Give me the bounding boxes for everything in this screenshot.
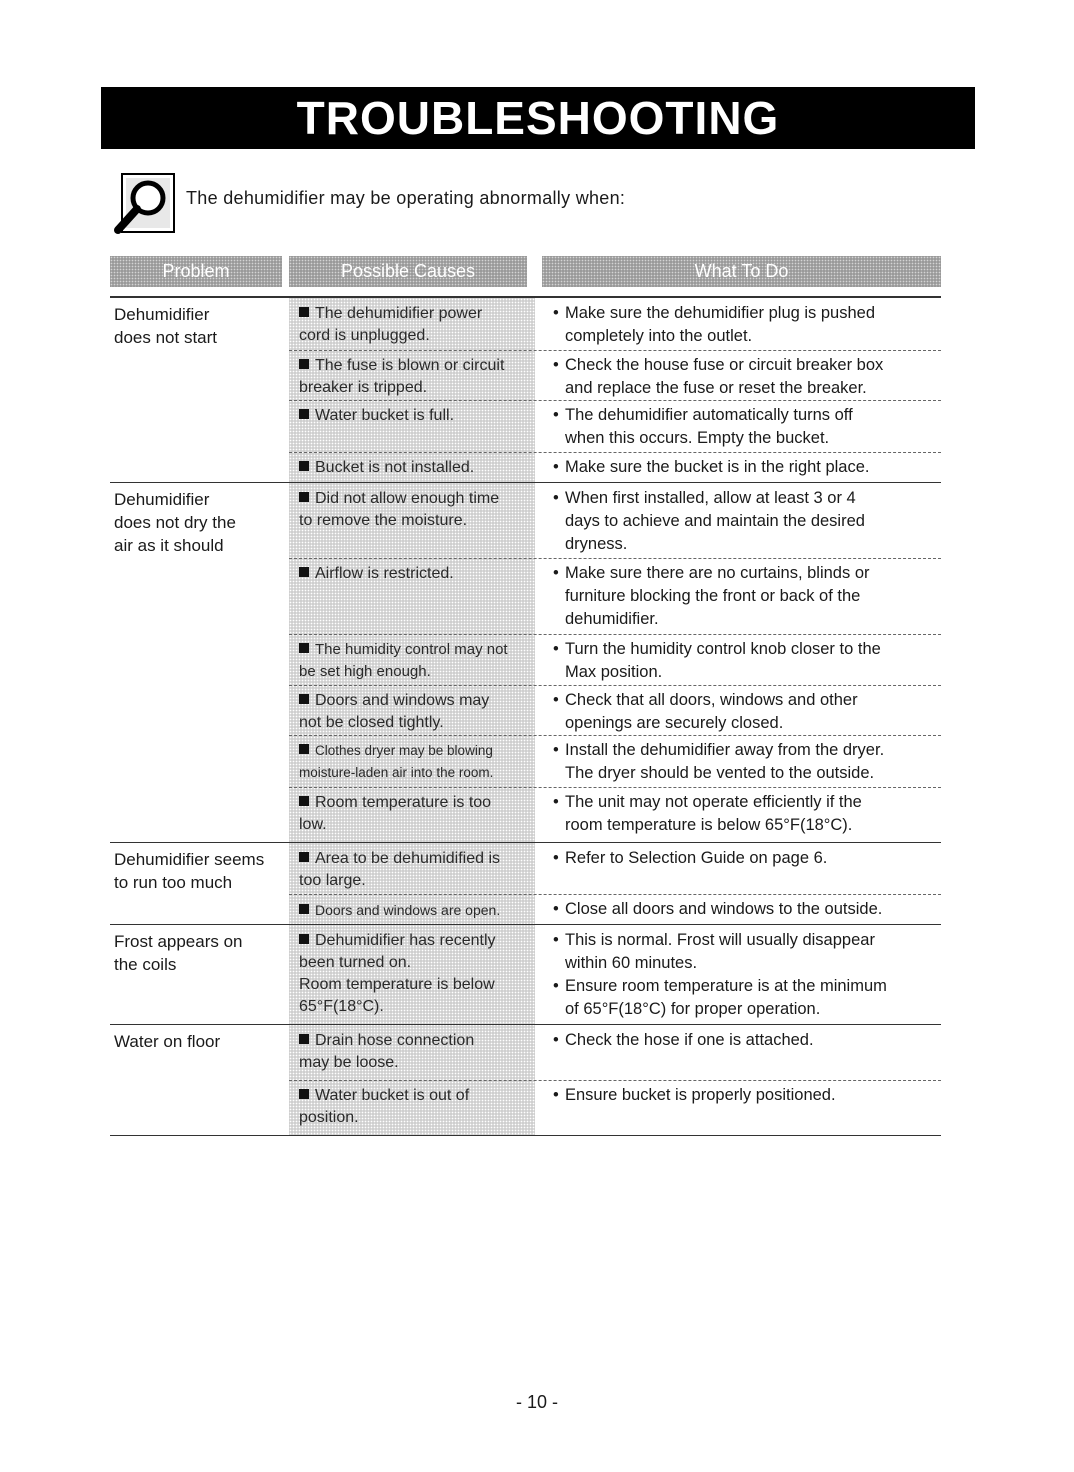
remedy-line: • Ensure bucket is properly positioned. — [553, 1084, 943, 1107]
remedy-line: • Turn the humidity control knob closer to the Max position. — [553, 638, 943, 684]
remedy-line: • The dehumidifier automatically turns off when this occurs. Empty the bucket. — [553, 404, 943, 450]
possible-cause: Drain hose connection may be loose. — [299, 1032, 475, 1071]
page-number: - 10 - — [515, 1392, 558, 1412]
possible-cause: Room temperature is too low. — [299, 794, 492, 833]
remedy-line: • Check that all doors, windows and other openings are securely closed. — [553, 689, 943, 735]
bullet-square-icon — [299, 744, 309, 754]
problem-label: Dehumidifier does not start — [114, 305, 218, 347]
what-to-do — [553, 562, 943, 631]
problem-group — [110, 483, 941, 843]
table-row — [289, 350, 941, 401]
remedy-line: • Ensure room temperature is at the minimum of 65°F(18°C) for proper operation. — [553, 975, 943, 1021]
problem-group — [110, 1025, 941, 1136]
what-to-do — [553, 929, 943, 1021]
bullet-square-icon — [299, 852, 309, 862]
problem-label: Frost appears on the coils — [114, 932, 243, 974]
what-to-do — [553, 847, 943, 870]
what-to-do — [553, 456, 943, 479]
problem-group — [110, 925, 941, 1025]
what-to-do — [553, 638, 943, 684]
bullet-square-icon — [299, 934, 309, 944]
header-what-to-do: What To Do — [542, 256, 941, 287]
table-row — [289, 634, 941, 686]
table-row — [289, 685, 941, 736]
possible-cause: Airflow is restricted. — [299, 563, 529, 585]
table-row — [289, 452, 941, 482]
bullet-square-icon — [299, 409, 309, 419]
what-to-do — [553, 404, 943, 450]
problem-label: Water on floor — [114, 1032, 221, 1051]
remedy-line: • Make sure the bucket is in the right place. — [553, 456, 943, 479]
magnifier-icon — [112, 172, 176, 236]
possible-cause: Doors and windows may not be closed tightly. — [299, 692, 490, 731]
table-row — [289, 925, 941, 1025]
table-row — [289, 735, 941, 788]
bullet-square-icon — [299, 307, 309, 317]
table-row — [289, 298, 941, 351]
what-to-do — [553, 689, 943, 735]
remedy-line: • Make sure the dehumidifier plug is pushed completely into the outlet. — [553, 302, 943, 348]
possible-cause: Water bucket is full. — [299, 405, 529, 427]
remedy-line: • Check the house fuse or circuit breaker box and replace the fuse or reset the breaker. — [553, 354, 943, 400]
possible-cause: Dehumidifier has recently been turned on. Room temperature is below 65°F(18°C). — [299, 932, 496, 1015]
possible-cause: The dehumidifier power cord is unplugged. — [299, 305, 483, 344]
page-title: TROUBLESHOOTING — [101, 87, 975, 149]
table-row — [289, 1025, 941, 1081]
problem-group — [110, 843, 941, 925]
table-row — [289, 483, 941, 559]
what-to-do — [553, 898, 943, 921]
bullet-square-icon — [299, 492, 309, 502]
table-row — [289, 400, 941, 453]
problem-label: Dehumidifier seems to run too much — [114, 850, 265, 892]
table-row — [289, 894, 941, 925]
what-to-do — [553, 739, 943, 785]
header-possible-causes: Possible Causes — [289, 256, 527, 287]
bullet-square-icon — [299, 796, 309, 806]
what-to-do — [553, 791, 943, 837]
possible-cause: Water bucket is out of position. — [299, 1087, 470, 1126]
what-to-do — [553, 354, 943, 400]
table-row — [289, 843, 941, 895]
what-to-do — [553, 1084, 943, 1107]
possible-cause: Did not allow enough time to remove the moisture. — [299, 490, 500, 529]
bullet-square-icon — [299, 567, 309, 577]
intro-text: The dehumidifier may be operating abnormally when: — [186, 188, 626, 208]
possible-cause: The fuse is blown or circuit breaker is tripped. — [299, 357, 505, 396]
table-row — [289, 558, 941, 635]
bullet-square-icon — [299, 694, 309, 704]
remedy-line: • Install the dehumidifier away from the dryer. The dryer should be vented to the outside. — [553, 739, 943, 785]
problem-group — [110, 298, 941, 483]
bullet-square-icon — [299, 359, 309, 369]
bullet-square-icon — [299, 461, 309, 471]
remedy-line: • Close all doors and windows to the outside. — [553, 898, 943, 921]
table-row — [289, 1080, 941, 1136]
bullet-square-icon — [299, 643, 309, 653]
bullet-square-icon — [299, 904, 309, 914]
bullet-square-icon — [299, 1034, 309, 1044]
remedy-line: • Make sure there are no curtains, blinds or furniture blocking the front or back of the dehumidifier. — [553, 562, 943, 631]
what-to-do — [553, 487, 943, 556]
what-to-do — [553, 1029, 943, 1052]
remedy-line: • When first installed, allow at least 3 or 4 days to achieve and maintain the desired dryness. — [553, 487, 943, 556]
possible-cause: The humidity control may not be set high enough. — [299, 641, 508, 680]
possible-cause: Area to be dehumidified is too large. — [299, 850, 500, 889]
table-row — [289, 787, 941, 843]
what-to-do — [553, 302, 943, 348]
remedy-line: • Refer to Selection Guide on page 6. — [553, 847, 943, 870]
problem-label: Dehumidifier does not dry the air as it should — [114, 490, 236, 555]
remedy-line: • The unit may not operate efficiently if the room temperature is below 65°F(18°C). — [553, 791, 943, 837]
remedy-line: • Check the hose if one is attached. — [553, 1029, 943, 1052]
remedy-line: • This is normal. Frost will usually disappear within 60 minutes. — [553, 929, 943, 975]
header-problem: Problem — [110, 256, 282, 287]
possible-cause: Bucket is not installed. — [299, 457, 529, 479]
possible-cause: Doors and windows are open. — [299, 899, 529, 921]
bullet-square-icon — [299, 1089, 309, 1099]
possible-cause: Clothes dryer may be blowing moisture-laden air into the room. — [299, 743, 494, 780]
